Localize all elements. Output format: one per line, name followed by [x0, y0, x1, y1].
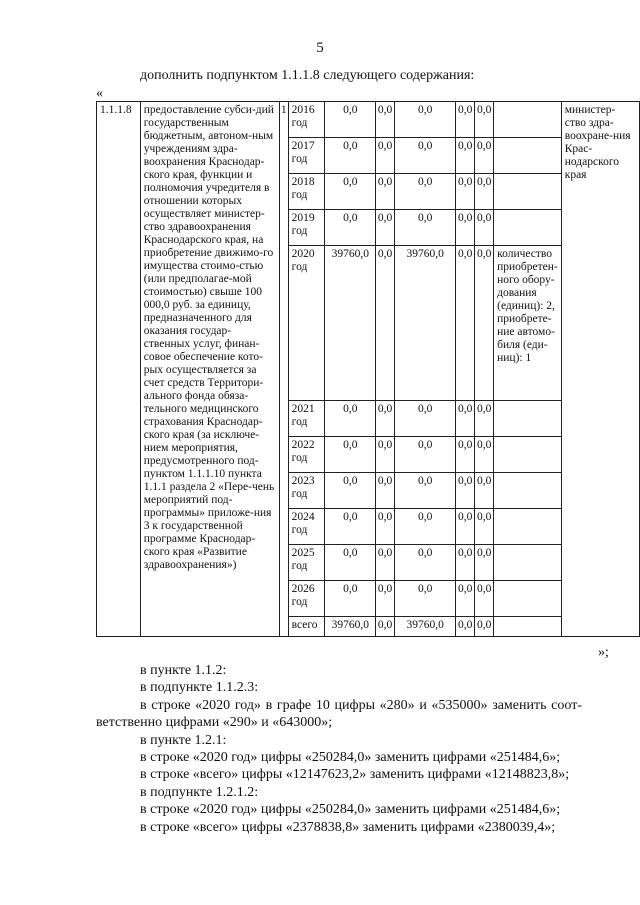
result-cell	[494, 437, 562, 473]
result-cell	[494, 210, 562, 246]
local-amount-cell: 0,0	[456, 246, 475, 401]
regional-amount-cell: 0,0	[395, 138, 456, 174]
amendment-line: в пункте 1.2.1:	[140, 732, 227, 748]
federal-amount-cell: 0,0	[376, 509, 395, 545]
year-cell: 2016 год	[288, 102, 325, 138]
total-amount-cell: 0,0	[325, 401, 376, 437]
other-amount-cell: 0,0	[475, 102, 494, 138]
total-amount-cell: 0,0	[325, 210, 376, 246]
other-amount-cell: 0,0	[475, 210, 494, 246]
regional-amount-cell: 0,0	[395, 437, 456, 473]
local-amount-cell: 0,0	[456, 617, 475, 637]
federal-amount-cell: 0,0	[376, 174, 395, 210]
regional-amount-cell: 0,0	[395, 545, 456, 581]
result-cell	[494, 138, 562, 174]
local-amount-cell: 0,0	[456, 509, 475, 545]
regional-amount-cell: 0,0	[395, 174, 456, 210]
year-cell: 2018 год	[288, 174, 325, 210]
result-cell	[494, 473, 562, 509]
amendment-line: ветственно цифрами «290» и «643000»;	[96, 715, 333, 731]
amendment-line: в строке «всего» цифры «12147623,2» заменить цифрами «12148823,8»;	[140, 767, 570, 783]
opening-quote: «	[96, 86, 103, 101]
other-amount-cell: 0,0	[475, 617, 494, 637]
federal-amount-cell: 0,0	[376, 401, 395, 437]
federal-amount-cell: 0,0	[376, 102, 395, 138]
local-amount-cell: 0,0	[456, 545, 475, 581]
amendment-line: в строке «2020 год» в графе 10 цифры «280» и «535000» заменить соот-	[140, 697, 582, 713]
year-cell: 2022 год	[288, 437, 325, 473]
amendment-line: в подпункте 1.1.2.3:	[140, 680, 259, 696]
year-cell: 2023 год	[288, 473, 325, 509]
amendment-line: в строке «2020 год» цифры «250284,0» заменить цифрами «251484,6»;	[140, 750, 561, 765]
year-cell: всего	[288, 617, 325, 637]
year-cell: 2017 год	[288, 138, 325, 174]
regional-amount-cell: 0,0	[395, 581, 456, 617]
local-amount-cell: 0,0	[456, 473, 475, 509]
year-cell: 2025 год	[288, 545, 325, 581]
local-amount-cell: 0,0	[456, 437, 475, 473]
other-amount-cell: 0,0	[475, 138, 494, 174]
item-number: 1.1.1.8	[97, 102, 141, 637]
status-code: 1	[279, 102, 288, 637]
total-amount-cell: 0,0	[325, 509, 376, 545]
other-amount-cell: 0,0	[475, 246, 494, 401]
total-amount-cell: 0,0	[325, 437, 376, 473]
total-amount-cell: 0,0	[325, 138, 376, 174]
regional-amount-cell: 0,0	[395, 509, 456, 545]
regional-amount-cell: 0,0	[395, 401, 456, 437]
amendment-line: в пункте 1.1.2:	[140, 663, 227, 678]
amendment-table	[96, 101, 640, 637]
year-cell: 2024 год	[288, 509, 325, 545]
total-amount-cell: 0,0	[325, 581, 376, 617]
local-amount-cell: 0,0	[456, 174, 475, 210]
other-amount-cell: 0,0	[475, 473, 494, 509]
year-cell: 2019 год	[288, 210, 325, 246]
regional-amount-cell: 0,0	[395, 102, 456, 138]
year-cell: 2021 год	[288, 401, 325, 437]
item-description: предоставление субси-дий государственным бюджетным, автоном-ным учреждениям здра-воохранения Краснодар-ского края, функции и полномочия учредителя в отношении которых осуществляет министер-ство здравоохранения Краснодарского края, на приобретение движимо-го имущества стоимо-стью (или предполагае-мой стоимостью) свыше 100 000,0 руб. за единицу, предназначенного для оказания государ-ственных услуг, финан-совое обеспечение кото-рых осуществляется за счет средств Территори-ального фонда обяза-тельного медицинского страхования Краснодар-ского края (за исключе-нием мероприятия, предусмотренного под-пунктом 1.1.1.10 пункта 1.1.1 раздела 2 «Пере-чень мероприятий под-программы» приложе-ния 3 к государственной программе Краснодар-ского края «Развитие здравоохранения»)	[140, 102, 279, 637]
page-number: 5	[316, 40, 324, 56]
federal-amount-cell: 0,0	[376, 473, 395, 509]
regional-amount-cell: 0,0	[395, 473, 456, 509]
local-amount-cell: 0,0	[456, 138, 475, 174]
result-cell: количество приобретен-ного обору-дования (единиц): 2, приобрете-ние автомо-биля (еди-ниц): 1	[494, 246, 562, 401]
federal-amount-cell: 0,0	[376, 545, 395, 581]
local-amount-cell: 0,0	[456, 401, 475, 437]
federal-amount-cell: 0,0	[376, 210, 395, 246]
amendment-line: в строке «всего» цифры «2378838,8» заменить цифрами «2380039,4»;	[140, 819, 556, 835]
total-amount-cell: 0,0	[325, 545, 376, 581]
total-amount-cell: 0,0	[325, 473, 376, 509]
result-cell	[494, 581, 562, 617]
year-cell: 2026 год	[288, 581, 325, 617]
result-cell	[494, 401, 562, 437]
year-cell: 2020 год	[288, 246, 325, 401]
regional-amount-cell: 0,0	[395, 210, 456, 246]
total-amount-cell: 39760,0	[325, 246, 376, 401]
result-cell	[494, 509, 562, 545]
regional-amount-cell: 39760,0	[395, 617, 456, 637]
federal-amount-cell: 0,0	[376, 138, 395, 174]
other-amount-cell: 0,0	[475, 437, 494, 473]
intro-text: дополнить подпунктом 1.1.1.8 следующего содержания:	[140, 68, 475, 83]
other-amount-cell: 0,0	[475, 545, 494, 581]
other-amount-cell: 0,0	[475, 401, 494, 437]
other-amount-cell: 0,0	[475, 174, 494, 210]
result-cell	[494, 617, 562, 637]
local-amount-cell: 0,0	[456, 581, 475, 617]
federal-amount-cell: 0,0	[376, 581, 395, 617]
closing-quote: »;	[598, 645, 609, 660]
result-cell	[494, 102, 562, 138]
amendment-line: в строке «2020 год» цифры «250284,0» заменить цифрами «251484,6»;	[140, 802, 561, 818]
federal-amount-cell: 0,0	[376, 437, 395, 473]
table-row	[97, 102, 640, 138]
executor-cell: министер-ство здра-воохране-ния Крас-нодарского края	[561, 102, 639, 637]
total-amount-cell: 39760,0	[325, 617, 376, 637]
other-amount-cell: 0,0	[475, 581, 494, 617]
federal-amount-cell: 0,0	[376, 617, 395, 637]
amendment-line: в подпункте 1.2.1.2:	[140, 784, 259, 800]
result-cell	[494, 545, 562, 581]
total-amount-cell: 0,0	[325, 102, 376, 138]
total-amount-cell: 0,0	[325, 174, 376, 210]
federal-amount-cell: 0,0	[376, 246, 395, 401]
other-amount-cell: 0,0	[475, 509, 494, 545]
result-cell	[494, 174, 562, 210]
regional-amount-cell: 39760,0	[395, 246, 456, 401]
local-amount-cell: 0,0	[456, 102, 475, 138]
local-amount-cell: 0,0	[456, 210, 475, 246]
